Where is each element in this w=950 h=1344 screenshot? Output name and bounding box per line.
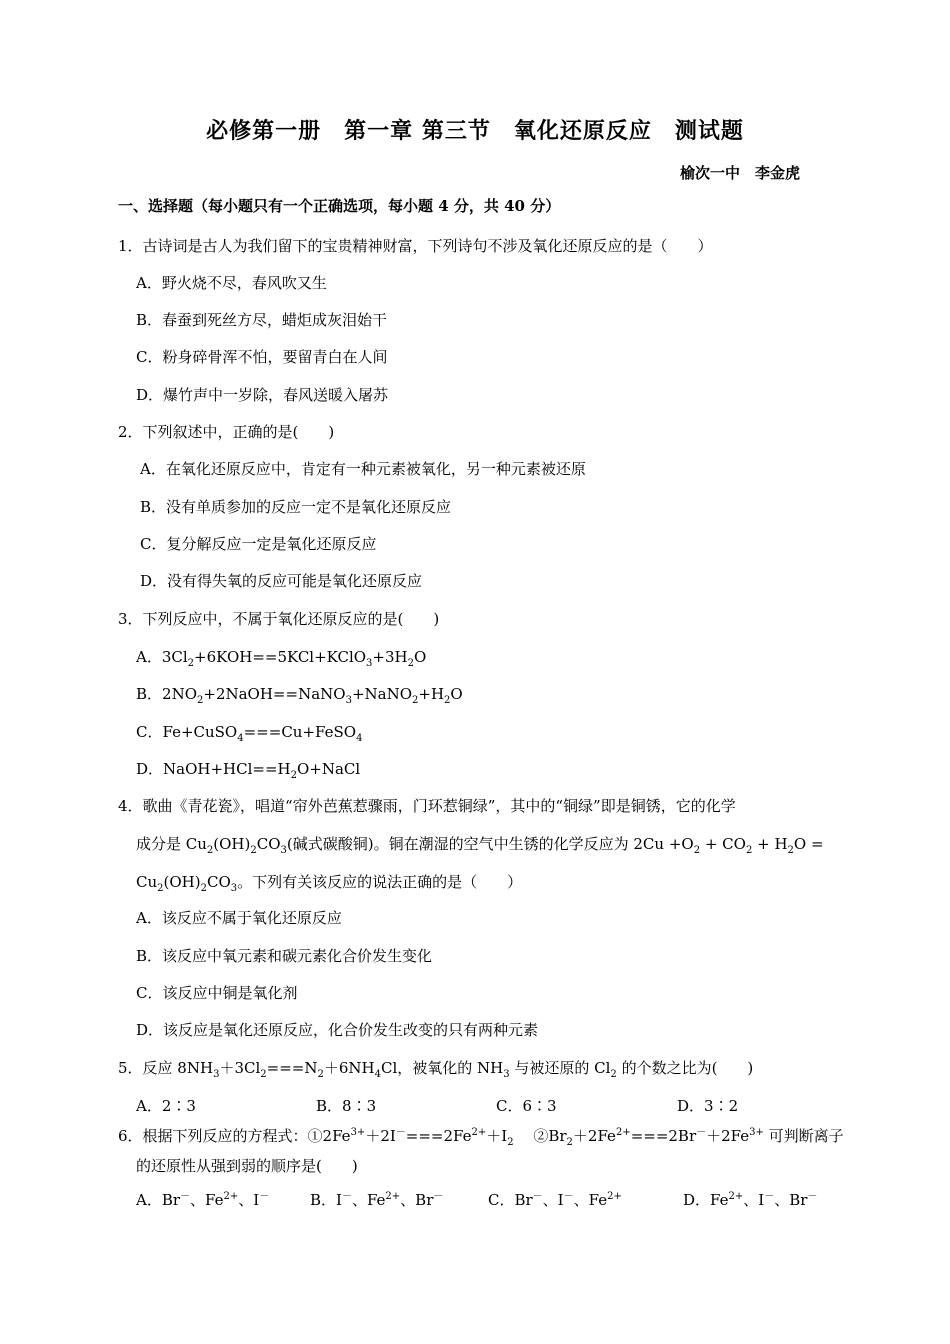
q5-stem-prefix: 5．反应 8NH [118,1059,214,1077]
q4-line3-suffix: 。下列有关该反应的说法正确的是（ ） [237,873,523,891]
question-6-option-d: D．$Fe^{2+}$、I－、Br－ [683,1191,818,1209]
question-4-line-1: 4．歌曲《青花瓷》，唱道“帘外芭蕉惹骤雨，门环惹铜绿”，其中的“铜绿”即是铜锈，它的化学 [118,797,736,815]
question-6-stem: 6．根据下列反应的方程式：$①2Fe^{3+}+2I^-===2Fe^{2+}+I_2$ $②Br_2+2Fe^{2+}===2Br^-+2Fe^{3+}$ 可判断离子 [118,1127,844,1148]
option-c-prefix: C． [136,723,163,741]
question-1-stem: 1．古诗词是古人为我们留下的宝贵精神财富，下列诗句不涉及氧化还原反应的是（ ） [118,237,713,255]
question-6-line-2: 的还原性从强到弱的顺序是( ) [136,1157,358,1175]
question-2-option-d: D．没有得失氧的反应可能是氧化还原反应 [140,572,423,590]
question-2-option-b: B．没有单质参加的反应一定不是氧化还原反应 [140,498,452,516]
author-line: 榆次一中 李金虎 [679,164,800,182]
option-b-prefix: B． [136,685,163,703]
question-5-option-a: A．2∶3 [136,1097,196,1115]
question-4-option-d: D．该反应是氧化还原反应，化合价发生改变的只有两种元素 [136,1021,539,1039]
question-4-option-b: B．该反应中氧元素和碳元素化合价发生变化 [136,947,433,965]
question-1-option-d: D．爆竹声中一岁除，春风送暖入屠苏 [136,386,389,404]
question-6-option-b: B．I－、$Fe^{2+}$、Br－ [310,1191,444,1209]
question-3-option-b: B．$2NO_2+2NaOH==NaNO_3+NaNO_2+H_2O$ [136,685,463,706]
question-3-option-d: D．$NaOH+HCl==H_2O+NaCl$ [136,760,361,781]
question-3-option-a: A．$3Cl_2+6KOH==5KCl+KClO_3+3H_2O$ [136,648,427,669]
question-6-option-a: A．Br－、$Fe^{2+}$、I－ [136,1191,270,1209]
question-5-option-b: B．8∶3 [316,1097,377,1115]
question-1-option-c: C．粉身碎骨浑不怕，要留青白在人间 [136,348,388,366]
question-5-option-d: D．3∶2 [677,1097,739,1115]
section-heading: 一、选择题（每小题只有一个正确选项，每小题 4 分，共 40 分） [118,197,561,215]
question-2-stem: 2．下列叙述中，正确的是( ) [118,423,335,441]
question-2-option-a: A．在氧化还原反应中，肯定有一种元素被氧化，另一种元素被还原 [140,460,586,478]
question-5-stem: 5．反应 $8NH_3+3Cl_2===N_2+6NH_4Cl$，被氧化的 $NH_3$ 与被还原的 $Cl_2$ 的个数之比为( ) [118,1059,754,1080]
option-d-prefix: D． [136,760,164,778]
question-4-option-a: A．该反应不属于氧化还原反应 [136,909,342,927]
option-a-prefix: A． [136,648,162,666]
q5-stem-suffix: 的个数之比为( ) [621,1059,754,1077]
question-4-option-c: C．该反应中铜是氧化剂 [136,984,298,1002]
question-4-line-2: 成分是 $Cu_2(OH)_2CO_3$(碱式碳酸铜)。铜在潮湿的空气中生锈的化学反应为 $2Cu +O_2 + CO_2 + H_2O$ = [136,835,824,856]
question-2-option-c: C．复分解反应一定是氧化还原反应 [140,535,377,553]
question-1-option-b: B．春蚕到死丝方尽，蜡炬成灰泪始干 [136,311,388,329]
question-5-option-c: C．6∶3 [496,1097,557,1115]
page-title: 必修第一册 第一章 第三节 氧化还原反应 测试题 [206,118,744,144]
question-3-option-c: C．Fe+CuSO$_4$===Cu+FeSO$_4$ [136,723,363,744]
question-4-line-3: $Cu_2(OH)_2CO_3$。下列有关该反应的说法正确的是（ ） [136,873,523,894]
q6-stem-prefix: 6．根据下列反应的方程式：①2Fe [118,1127,351,1145]
q4-line2-prefix: 成分是 Cu [136,835,207,853]
question-3-stem: 3．下列反应中，不属于氧化还原反应的是( ) [118,610,440,628]
q4-line2-middle: (碱式碳酸铜)。铜在潮湿的空气中生锈的化学反应为 2Cu +O [286,835,694,853]
question-6-option-c: C．Br－、I－、$Fe^{2+}$ [488,1191,622,1209]
question-1-option-a: A．野火烧不尽，春风吹又生 [136,274,327,292]
